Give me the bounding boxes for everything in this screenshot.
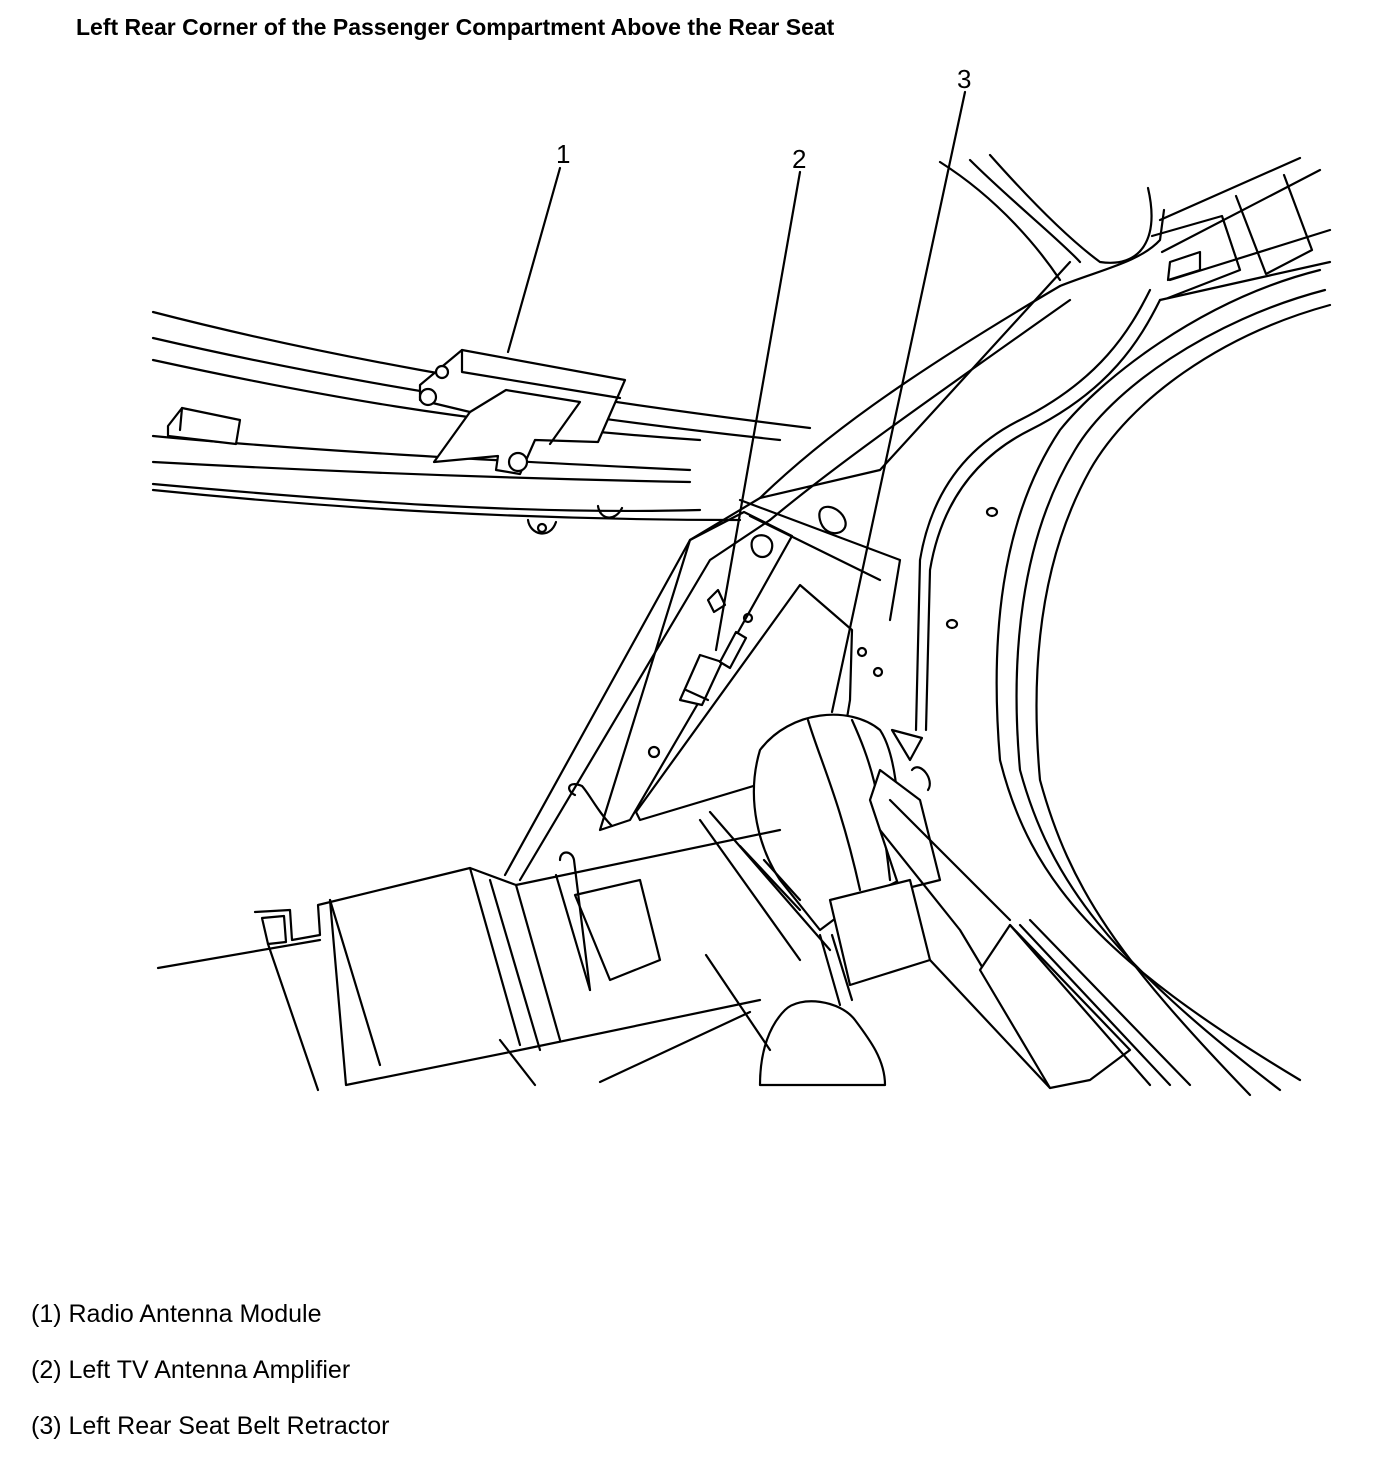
rear-window-frame — [940, 155, 1330, 300]
legend-item-2: (2) Left TV Antenna Amplifier — [31, 1356, 351, 1384]
callout-1: 1 — [556, 139, 571, 169]
rear-seat-shelf — [158, 784, 830, 1090]
legend-item-1: (1) Radio Antenna Module — [31, 1300, 322, 1328]
tv-antenna-amplifier — [680, 632, 746, 705]
seat-belt-retractor — [754, 715, 1050, 1085]
quarter-panel-edge — [916, 270, 1330, 1095]
callout-3: 3 — [957, 64, 972, 94]
legend — [31, 1300, 389, 1468]
diagram-title: Left Rear Corner of the Passenger Compartment Above the Rear Seat — [76, 14, 835, 40]
radio-antenna-module — [420, 350, 625, 474]
callout-2: 2 — [792, 144, 807, 174]
legend-item-3: (3) Left Rear Seat Belt Retractor — [31, 1412, 390, 1440]
